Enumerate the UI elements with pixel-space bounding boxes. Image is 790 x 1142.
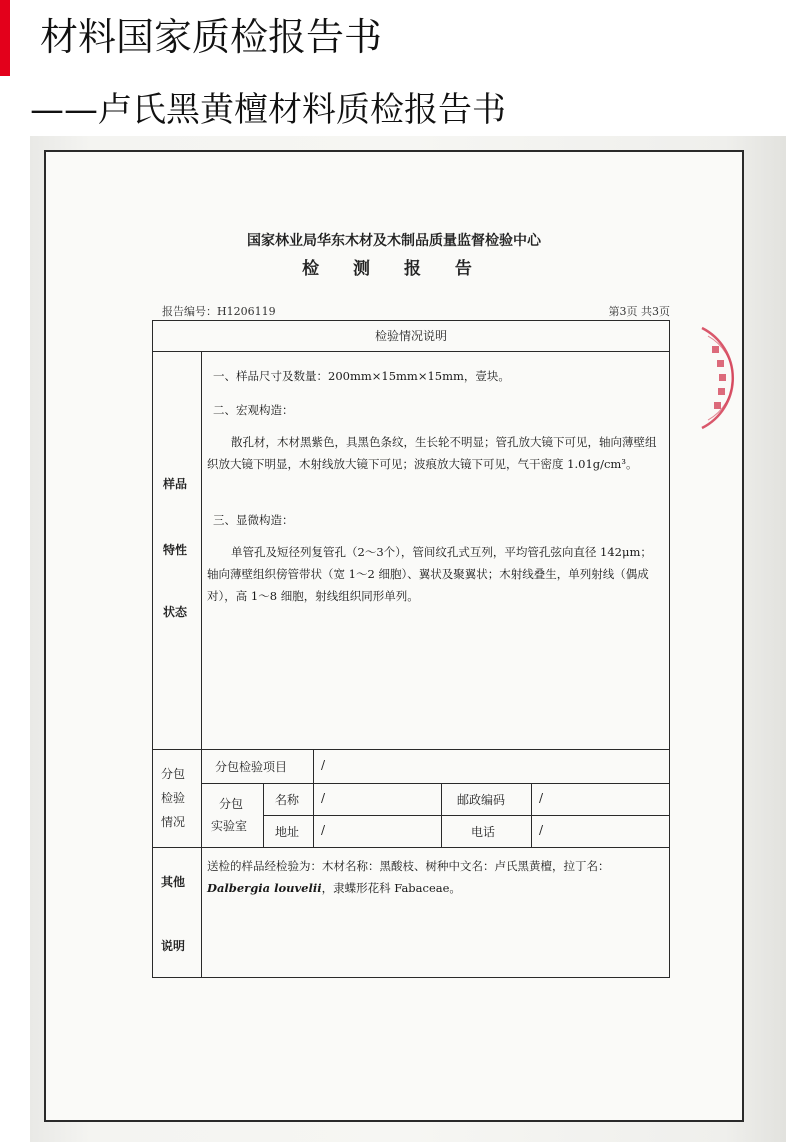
other-label-1: 其他 bbox=[161, 875, 186, 889]
inspection-table bbox=[152, 320, 670, 978]
subcontract-lab-label-2: 实验室 bbox=[211, 819, 248, 833]
sample-item-1: 一、样品尺寸及数量：200mm×15mm×15mm，壹块。 bbox=[213, 369, 510, 383]
other-notes bbox=[207, 855, 667, 899]
sample-item-2-title: 二、宏观构造： bbox=[213, 403, 294, 417]
page-info: 第3页 共3页 bbox=[608, 305, 670, 318]
divider bbox=[153, 351, 669, 352]
sample-item-2-text: 散孔材，木材黑紫色，具黑色条纹，生长轮不明显；管孔放大镜下可见，轴向薄壁组织放大镜下明显，木射线放大镜下可见；波痕放大镜下可见，气干密度 1.01g/cm³。 bbox=[207, 435, 657, 471]
divider bbox=[313, 749, 314, 783]
divider bbox=[153, 847, 669, 848]
report-number: 报告编号：H1206119 bbox=[162, 305, 276, 318]
postcode-value: / bbox=[539, 791, 544, 805]
official-seal-stamp bbox=[690, 322, 766, 434]
other-label-2: 说明 bbox=[161, 939, 186, 953]
sample-item-3-title: 三、显微构造： bbox=[213, 513, 294, 527]
name-value: / bbox=[321, 791, 326, 805]
divider bbox=[153, 749, 669, 750]
subcontract-label-3: 情况 bbox=[161, 815, 186, 829]
address-label: 地址 bbox=[275, 825, 300, 839]
name-label: 名称 bbox=[275, 793, 300, 807]
report-title: 检 测 报 告 bbox=[302, 259, 486, 279]
phone-value: / bbox=[539, 823, 544, 837]
subcontract-lab-label-1: 分包 bbox=[219, 797, 244, 811]
postcode-label: 邮政编码 bbox=[457, 793, 506, 807]
other-text-1: 送检的样品经检验为：木材名称：黑酸枝、树种中文名：卢氏黑黄檀，拉丁名： bbox=[207, 859, 610, 873]
sample-item-3-body bbox=[207, 541, 661, 607]
phone-label: 电话 bbox=[471, 825, 496, 839]
subcontract-label-1: 分包 bbox=[161, 767, 186, 781]
divider bbox=[201, 351, 202, 977]
table-header: 检验情况说明 bbox=[374, 329, 447, 343]
sample-label-1: 样品 bbox=[163, 477, 188, 491]
subcontract-item-value: / bbox=[321, 758, 326, 772]
subcontract-label-2: 检验 bbox=[161, 791, 186, 805]
sample-item-2-body bbox=[207, 431, 661, 475]
page-subtitle: ——卢氏黑黄檀材料质检报告书 bbox=[30, 90, 506, 130]
sample-label-3: 状态 bbox=[163, 605, 188, 619]
sample-label-2: 特性 bbox=[163, 543, 188, 557]
accent-bar bbox=[0, 0, 10, 76]
address-value: / bbox=[321, 823, 326, 837]
latin-name: Dalbergia louvelii bbox=[207, 881, 322, 895]
institution-name: 国家林业局华东木材及木制品质量监督检验中心 bbox=[247, 233, 541, 249]
divider bbox=[263, 815, 669, 816]
sample-item-3-text: 单管孔及短径列复管孔（2～3个），管间纹孔式互列，平均管孔弦向直径 142μm；轴向薄壁组织傍管带状（宽 1～2 细胞）、翼状及聚翼状；木射线叠生，单列射线（偶成对），高 1～8 细胞，射线组织同形单列。 bbox=[207, 545, 652, 603]
other-text-2: ，隶蝶形花科 Fabaceae。 bbox=[321, 881, 461, 895]
subcontract-item-label: 分包检验项目 bbox=[215, 760, 288, 774]
divider bbox=[201, 783, 669, 784]
page-title: 材料国家质检报告书 bbox=[40, 15, 383, 59]
